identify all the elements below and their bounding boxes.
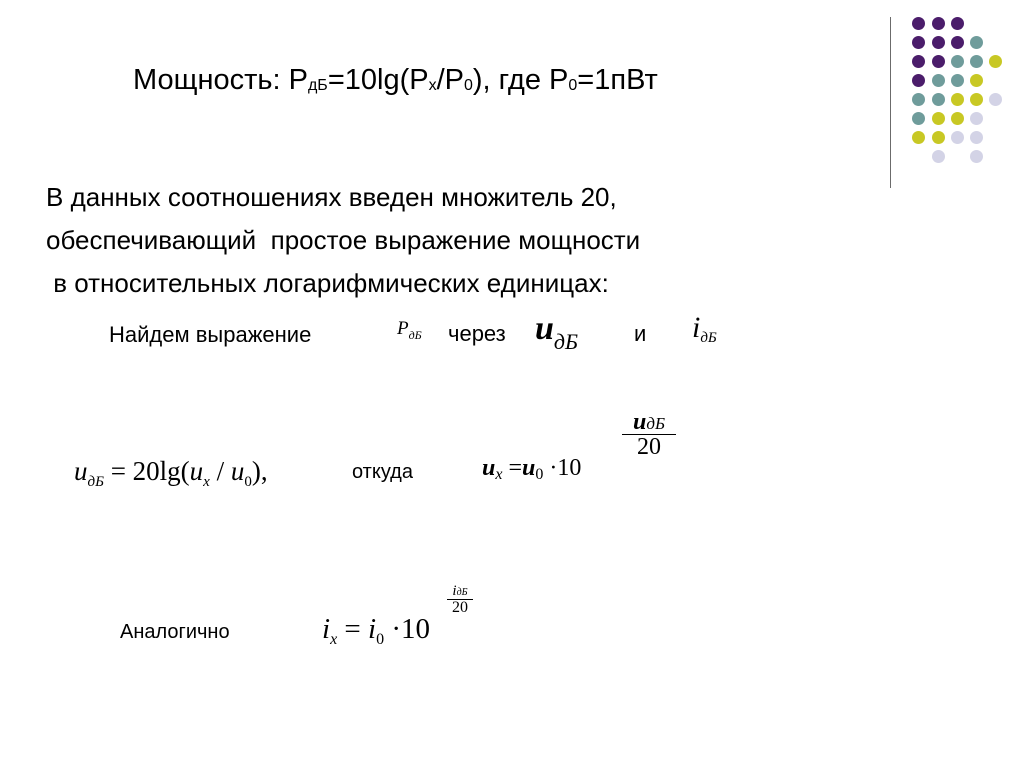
body-paragraph [46,176,640,305]
dot [912,131,925,144]
equation-u-x: ux =u0 ·10 [482,455,582,483]
dot [989,93,1002,106]
paragraph-line: обеспечивающий простое выражение мощности [46,225,641,255]
dot [970,93,983,106]
and-text: и [634,321,647,346]
dot [951,131,964,144]
dot [970,74,983,87]
dot [951,55,964,68]
dot [932,112,945,125]
dot [951,74,964,87]
dot [932,55,945,68]
dot [912,36,925,49]
dot [932,150,945,163]
dot [970,55,983,68]
otkuda-text: откуда [352,461,413,483]
dot [932,74,945,87]
formula-p-db: $P_{дБ}$ [397,318,422,342]
find-lead-text: Найдем выражение [109,322,312,347]
paragraph-line: В данных соотношениях введен множитель 20, [46,182,617,212]
analog-text: Аналогично [120,621,230,643]
formula-u-db: $u_{дБ}$ [535,310,579,354]
dot [932,131,945,144]
dot [912,93,925,106]
dot [951,93,964,106]
dot [970,150,983,163]
dot [951,17,964,30]
divider-line [890,17,891,188]
dot [912,17,925,30]
dot [912,112,925,125]
via-text: через [448,321,506,346]
dot [951,112,964,125]
dot [970,131,983,144]
paragraph-line: в относительных логарифмических единицах: [46,268,609,298]
dot [970,112,983,125]
exponent-fraction-i: iдБ 20 [447,584,473,617]
slide-title: Мощность: $P_{дБ}=10\lg(P_x/P_0)$, где $P_0=1пВт$ [133,64,658,96]
dot [912,74,925,87]
dot [932,93,945,106]
dot [989,55,1002,68]
dot [932,17,945,30]
formula-i-db: iдБ [692,311,717,346]
dot [970,36,983,49]
dot [912,55,925,68]
equation-i-x: $i_x = i_0 \cdot 10$ [322,613,431,648]
exponent-fraction-u: uдБ 20 [622,410,676,460]
dot [932,36,945,49]
dot [951,36,964,49]
equation-u-db: $u_{дБ} = 20\lg(u_x / u_0)$, [74,456,268,490]
